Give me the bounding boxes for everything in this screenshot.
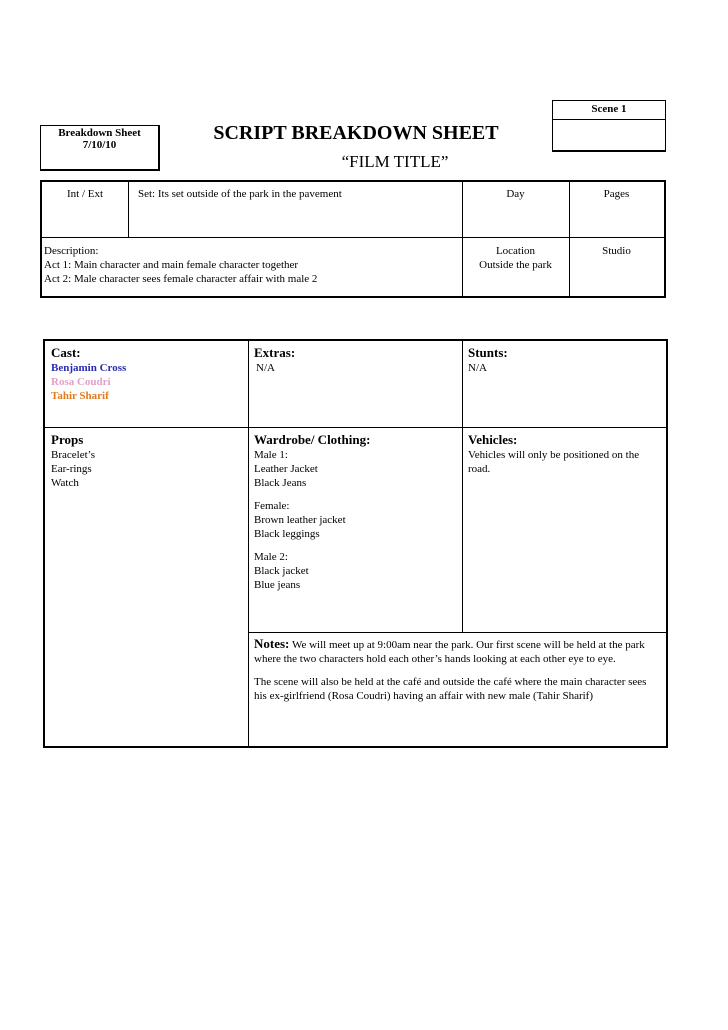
breakdown-box bbox=[40, 125, 160, 171]
cast-heading: Cast: bbox=[51, 345, 81, 360]
wardrobe-item: Blue jeans bbox=[254, 579, 301, 591]
props-section bbox=[51, 432, 243, 490]
location-label: Location bbox=[495, 245, 536, 257]
day-label: Day bbox=[506, 188, 525, 200]
divider bbox=[462, 341, 463, 632]
act2-text: Act 2: Male character sees female character affair with male 2 bbox=[44, 273, 318, 285]
stunts-heading: Stunts: bbox=[468, 345, 508, 360]
props-item: Bracelet’s bbox=[51, 449, 95, 461]
props-item: Ear-rings bbox=[51, 463, 92, 475]
notes-section bbox=[254, 637, 659, 703]
wardrobe-female-label: Female: bbox=[254, 500, 290, 512]
stunts-value: N/A bbox=[468, 362, 487, 374]
int-ext-label: Int / Ext bbox=[66, 188, 104, 200]
scene-label: Scene 1 bbox=[591, 103, 627, 115]
set-description: Set: Its set outside of the park in the pavement bbox=[138, 188, 342, 200]
wardrobe-section bbox=[254, 432, 459, 592]
notes-heading: Notes: bbox=[254, 636, 290, 651]
extras-section bbox=[254, 345, 459, 375]
scene-box bbox=[552, 100, 666, 152]
wardrobe-item: Black Jeans bbox=[254, 477, 307, 489]
divider bbox=[45, 427, 666, 428]
divider bbox=[42, 237, 664, 238]
wardrobe-item: Black leggings bbox=[254, 528, 320, 540]
divider bbox=[248, 341, 249, 746]
film-title: “FILM TITLE” bbox=[341, 152, 449, 171]
notes-paragraph-1: We will meet up at 9:00am near the park. Our first scene will be held at the park where the two characters hold each other’s hands looking at each other eye to eye. bbox=[254, 639, 645, 665]
wardrobe-male2-label: Male 2: bbox=[254, 551, 288, 563]
extras-heading: Extras: bbox=[254, 345, 296, 360]
wardrobe-male1-label: Male 1: bbox=[254, 449, 288, 461]
wardrobe-item: Black jacket bbox=[254, 565, 309, 577]
wardrobe-item: Brown leather jacket bbox=[254, 514, 346, 526]
scene-info-table bbox=[40, 180, 666, 298]
description-block bbox=[44, 244, 460, 286]
cast-section bbox=[51, 345, 243, 403]
cast-member: Benjamin Cross bbox=[51, 362, 127, 374]
props-item: Watch bbox=[51, 477, 79, 489]
wardrobe-item: Leather Jacket bbox=[254, 463, 318, 475]
description-label: Description: bbox=[44, 245, 99, 257]
vehicles-heading: Vehicles: bbox=[468, 432, 518, 447]
extras-value: N/A bbox=[256, 362, 275, 374]
location-block bbox=[462, 244, 569, 272]
page-title: SCRIPT BREAKDOWN SHEET bbox=[213, 122, 499, 144]
cast-member: Rosa Coudri bbox=[51, 376, 111, 388]
pages-label: Pages bbox=[603, 188, 630, 200]
location-value: Outside the park bbox=[479, 259, 552, 271]
act1-text: Act 1: Main character and main female character together bbox=[44, 259, 299, 271]
studio-label: Studio bbox=[602, 245, 631, 257]
vehicles-section bbox=[468, 432, 663, 476]
breakdown-grid bbox=[43, 339, 668, 748]
divider bbox=[248, 632, 666, 633]
breakdown-label: Breakdown Sheet bbox=[58, 127, 141, 139]
wardrobe-heading: Wardrobe/ Clothing: bbox=[254, 432, 371, 447]
scene-divider bbox=[553, 119, 665, 120]
vehicles-text: Vehicles will only be positioned on the road. bbox=[468, 449, 640, 475]
notes-paragraph-2: The scene will also be held at the café and outside the café where the main character sees his ex-girlfriend (Rosa Coudri) having an affair with new male (Tahir Sharif) bbox=[254, 676, 647, 702]
cast-member: Tahir Sharif bbox=[51, 390, 109, 402]
stunts-section bbox=[468, 345, 663, 375]
props-heading: Props bbox=[51, 432, 84, 447]
divider bbox=[128, 182, 129, 237]
breakdown-date: 7/10/10 bbox=[82, 139, 117, 151]
